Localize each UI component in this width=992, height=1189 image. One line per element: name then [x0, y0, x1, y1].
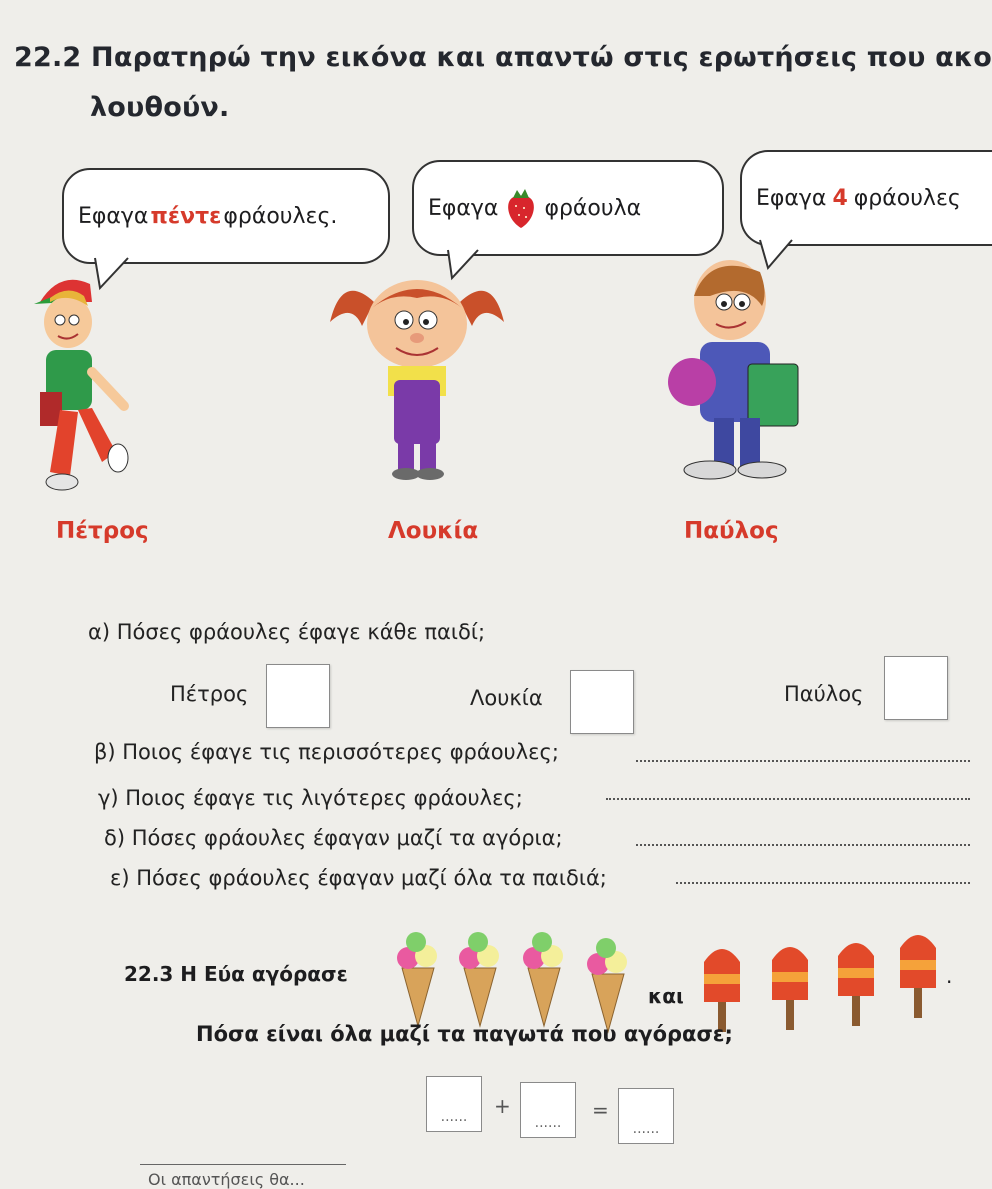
- question-c: γ) Ποιος έφαγε τις λιγότερες φράουλες;: [98, 786, 523, 810]
- answer-line-b[interactable]: [636, 760, 970, 762]
- bubble-text: Εφαγα: [78, 203, 149, 229]
- exercise-22-2-title-cont: λουθούν.: [90, 92, 230, 123]
- bubble-text: Εφαγα: [428, 195, 499, 221]
- exercise-22-3-question: Πόσα είναι όλα μαζί τα παγωτά που αγόρασε;: [196, 1022, 733, 1046]
- answer-label-petros: Πέτρος: [170, 682, 249, 706]
- answer-box-loukia[interactable]: [570, 670, 634, 734]
- name-loukia: Λουκία: [388, 518, 479, 544]
- name-petros: Πέτρος: [56, 518, 149, 544]
- exercise-22-2-title: 22.2 Παρατηρώ την εικόνα και απαντώ στις ερωτήσεις που ακο: [14, 42, 992, 73]
- popsicles: [700, 926, 953, 1036]
- period: .: [946, 964, 953, 988]
- ice-cream-cone-icon: [587, 938, 627, 1032]
- answer-line-c[interactable]: [606, 798, 970, 800]
- addend-box-1[interactable]: [426, 1076, 482, 1132]
- boy-petros-illustration: [20, 262, 160, 502]
- ice-cream-cone-icon: [397, 932, 437, 1026]
- bubble-highlight: 4: [832, 185, 848, 211]
- bubble-text: Εφαγα: [756, 185, 827, 211]
- equals-sign: =: [592, 1098, 609, 1122]
- answer-line-e[interactable]: [676, 882, 970, 884]
- bubble-text: φράουλα: [544, 195, 642, 221]
- bubble-text: φράουλες.: [223, 203, 338, 229]
- exercise-22-3-intro: 22.3 Η Εύα αγόρασε: [124, 962, 348, 986]
- answer-label-loukia: Λουκία: [470, 686, 543, 710]
- girl-loukia-illustration: [322, 262, 512, 482]
- popsicle-icon: [704, 949, 740, 1032]
- question-d: δ) Πόσες φράουλες έφαγαν μαζί τα αγόρια;: [104, 826, 563, 850]
- boy-pavlos-illustration: [650, 252, 820, 492]
- question-e: ε) Πόσες φράουλες έφαγαν μαζί όλα τα παιδιά;: [110, 866, 607, 890]
- answer-line-d[interactable]: [636, 844, 970, 846]
- question-a: α) Πόσες φράουλες έφαγε κάθε παιδί;: [88, 620, 486, 644]
- blank-dots: ......: [440, 1109, 468, 1125]
- name-pavlos: Παύλος: [684, 518, 779, 544]
- answer-box-petros[interactable]: [266, 664, 330, 728]
- ice-cream-cone-icon: [459, 932, 499, 1026]
- and-word: και: [648, 984, 684, 1008]
- popsicle-icon: [838, 943, 874, 1026]
- bubble-highlight: πέντε: [150, 203, 222, 229]
- ice-cream-cone-icon: [523, 932, 563, 1026]
- addend-box-2[interactable]: [520, 1082, 576, 1138]
- footer-rule: [140, 1164, 346, 1165]
- popsicle-icon: [772, 947, 808, 1030]
- bubble-text: φράουλες: [853, 185, 961, 211]
- plus-sign: +: [494, 1094, 511, 1118]
- bubble-tails: [0, 0, 992, 300]
- blank-dots: ......: [534, 1115, 562, 1131]
- footer-note: Οι απαντήσεις θα...: [148, 1170, 305, 1189]
- answer-box-pavlos[interactable]: [884, 656, 948, 720]
- blank-dots: ......: [632, 1121, 660, 1137]
- sum-box[interactable]: [618, 1088, 674, 1144]
- question-b: β) Ποιος έφαγε τις περισσότερες φράουλες;: [94, 740, 559, 764]
- answer-label-pavlos: Παύλος: [784, 682, 864, 706]
- popsicle-icon: [900, 935, 936, 1018]
